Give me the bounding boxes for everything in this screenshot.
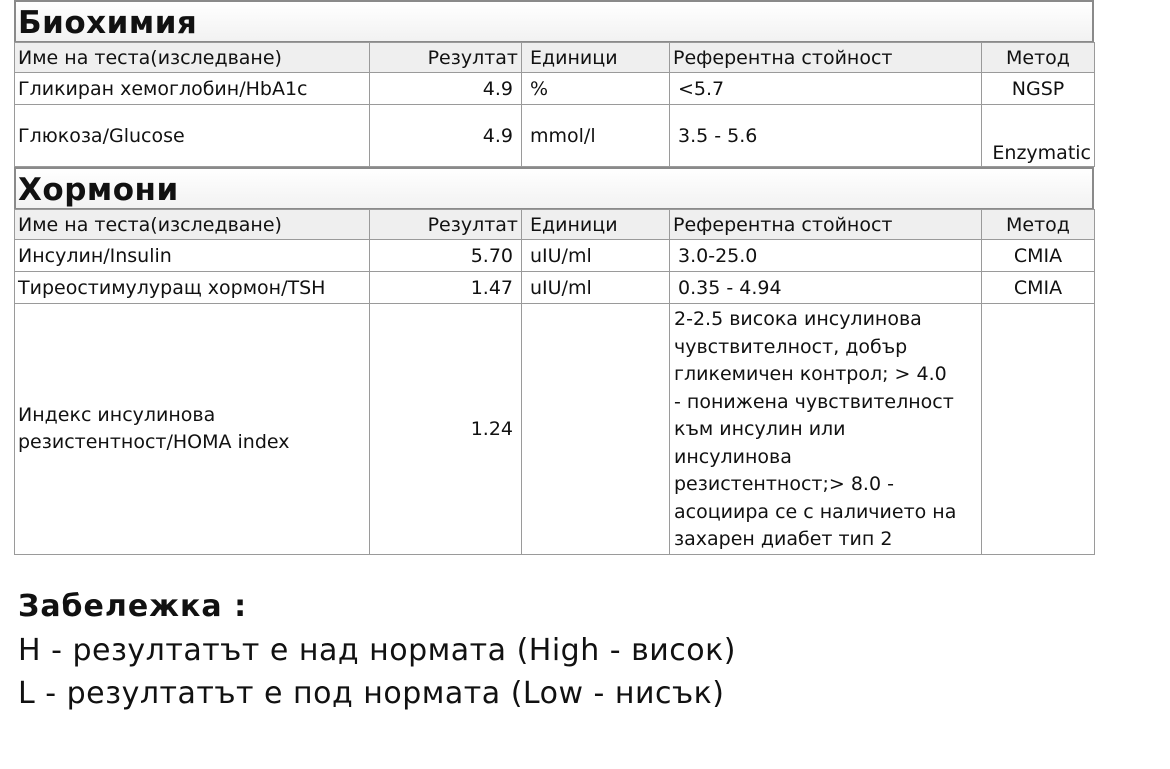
- test-method: [982, 304, 1095, 555]
- test-name: Глюкоза/Glucose: [15, 105, 370, 167]
- test-unit: mmol/l: [522, 105, 670, 167]
- test-result: 4.9: [370, 105, 522, 167]
- test-method: CMIA: [982, 272, 1095, 304]
- col-header-reference: Референтна стойност: [670, 43, 982, 73]
- lab-report: [14, 0, 1094, 555]
- reference-line: резистентност;> 8.0 -: [674, 473, 894, 495]
- test-name: Тиреостимулуращ хормон/TSH: [15, 272, 370, 304]
- col-header-units: Единици: [522, 43, 670, 73]
- note-high: H - резултатът е над нормата (High - висок): [18, 633, 736, 668]
- table-header-row: [15, 210, 1095, 240]
- col-header-result: Резултат: [370, 210, 522, 240]
- col-header-method: Метод: [982, 43, 1095, 73]
- section-title-hormones: Хормони: [14, 167, 1094, 209]
- reference-line: асоциира се с наличието на: [674, 500, 957, 523]
- test-method: NGSP: [982, 73, 1095, 105]
- test-name: Индекс инсулинова резистентност/HOMA index: [15, 304, 370, 555]
- test-reference: 3.5 - 5.6: [670, 105, 982, 167]
- notes-title: Забележка :: [18, 589, 248, 624]
- test-method: CMIA: [982, 240, 1095, 272]
- test-unit: uIU/ml: [522, 272, 670, 304]
- reference-line: - понижена чувствителност: [674, 390, 954, 413]
- test-reference: <5.7: [670, 73, 982, 105]
- table-row: [15, 240, 1095, 272]
- table-header-row: [15, 43, 1095, 73]
- table-row: [15, 272, 1095, 304]
- test-result: 4.9: [370, 73, 522, 105]
- note-low: L - резултатът е под нормата (Low - нисък): [18, 676, 725, 711]
- col-header-method: Метод: [982, 210, 1095, 240]
- test-reference: 0.35 - 4.94: [670, 272, 982, 304]
- section-title-biochemistry: Биохимия: [14, 0, 1094, 42]
- col-header-reference: Референтна стойност: [670, 210, 982, 240]
- reference-line: гликемичен контрол; > 4.0: [674, 363, 947, 385]
- test-method: Enzymatic: [982, 105, 1095, 167]
- hormones-table: [14, 209, 1095, 555]
- test-unit: [522, 304, 670, 555]
- test-unit: %: [522, 73, 670, 105]
- table-row: [15, 73, 1095, 105]
- test-name: Гликиран хемоглобин/HbA1c: [15, 73, 370, 105]
- table-row: [15, 304, 1095, 555]
- test-unit: uIU/ml: [522, 240, 670, 272]
- col-header-units: Единици: [522, 210, 670, 240]
- notes-section: [18, 585, 736, 715]
- col-header-test-name: Име на теста(изследване): [15, 210, 370, 240]
- reference-line: инсулинова: [674, 445, 792, 468]
- test-result: 5.70: [370, 240, 522, 272]
- col-header-result: Резултат: [370, 43, 522, 73]
- reference-line: захарен диабет тип 2: [674, 528, 893, 550]
- reference-line: чувствителност, добър: [674, 335, 908, 358]
- table-row: [15, 105, 1095, 167]
- test-reference: 3.0-25.0: [670, 240, 982, 272]
- test-reference: [670, 304, 982, 555]
- test-result: 1.47: [370, 272, 522, 304]
- reference-line: към инсулин или: [674, 418, 846, 440]
- biochemistry-table: [14, 42, 1095, 167]
- test-result: 1.24: [370, 304, 522, 555]
- reference-line: 2-2.5 висока инсулинова: [674, 308, 922, 330]
- test-name: Инсулин/Insulin: [15, 240, 370, 272]
- col-header-test-name: Име на теста(изследване): [15, 43, 370, 73]
